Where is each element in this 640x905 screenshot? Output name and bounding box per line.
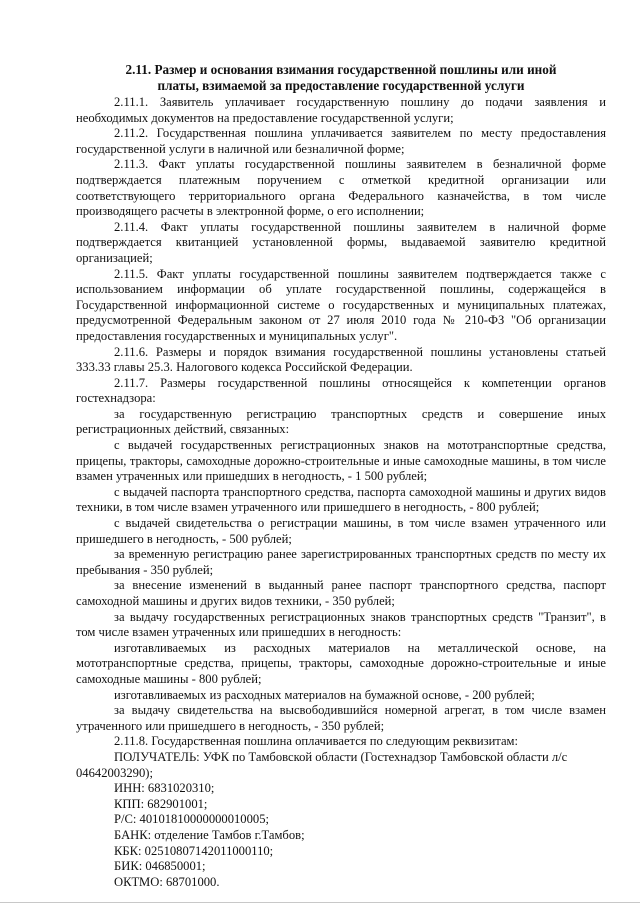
- fee-item-passport: с выдачей паспорта транспортного средства, паспорта самоходной машины и других видов техники, в том числе взамен утраченного или пришедшего в негодность, - 800 рублей;: [76, 484, 606, 515]
- paragraph-2-11-6: 2.11.6. Размеры и порядок взимания государственной пошлины установлены статьей 333.33 главы 25.3. Налогового кодекса Российской Федерации.: [76, 344, 606, 375]
- paragraph-2-11-4: 2.11.4. Факт уплаты государственной пошлины заявителем в наличной форме подтверждается квитанцией установленной формы, выдаваемой заявителю кредитной организацией;: [76, 219, 606, 265]
- requisite-recipient: ПОЛУЧАТЕЛЬ: УФК по Тамбовской области (Гостехнадзор Тамбовской области л/с 04642003290);: [76, 749, 568, 780]
- page-bottom-divider: [0, 902, 640, 903]
- paragraph-2-11-1: 2.11.1. Заявитель уплачивает государственную пошлину до подачи заявления и необходимых документов на предоставление государственной услуги;: [76, 95, 606, 125]
- fee-item-unit-certificate: за выдачу свидетельства на высвободившийся номерной агрегат, в том числе взамен утраченного или пришедшего в негодность, - 350 рублей;: [76, 703, 606, 733]
- paragraph-2-11-7: 2.11.7. Размеры государственной пошлины относящейся к компетенции органов гостехнадзора:: [76, 375, 606, 406]
- fee-item-temporary-registration: за временную регистрацию ранее зарегистрированных транспортных средств по месту их пребывания - 350 рублей;: [76, 547, 606, 577]
- paragraph-2-11-8: 2.11.8. Государственная пошлина оплачивается по следующим реквизитам:: [114, 734, 519, 749]
- requisite-account: Р/С: 40101810000000010005;: [114, 812, 269, 827]
- fee-item-transit-plates: за выдачу государственных регистрационных знаков транспортных средств "Транзит", в том числе взамен утраченных или пришедших в негодность:: [76, 609, 606, 640]
- paragraph-2-11-2: 2.11.2. Государственная пошлина уплачивается заявителем по месту предоставления государственной услуги в наличной или безналичной форме;: [76, 126, 606, 156]
- requisite-kpp: КПП: 682901001;: [114, 796, 208, 811]
- requisite-inn: ИНН: 6831020310;: [114, 781, 215, 796]
- requisite-bik: БИК: 046850001;: [114, 859, 206, 874]
- requisites-block: [76, 750, 606, 890]
- paragraph-2-11-3: 2.11.3. Факт уплаты государственной пошлины заявителем в безналичной форме подтверждается платежным поручением с отметкой кредитной организации или соответствующего территориального органа Федерального казначейства, в том числе производящего расчеты в электронной форме, о его исполнении;: [76, 157, 606, 219]
- requisite-bank: БАНК: отделение Тамбов г.Тамбов;: [114, 827, 305, 842]
- fee-item-plates: с выдачей государственных регистрационных знаков на мототранспортные средства, прицепы, тракторы, самоходные дорожно-строительные и иные самоходные машины, в том числе взамен утраченных или пришедших в негодность, - 1 500 рублей;: [76, 438, 606, 484]
- fee-item-paper-plates: изготавливаемых из расходных материалов на бумажной основе, - 200 рублей;: [114, 687, 535, 702]
- fee-item-passport-changes: за внесение изменений в выданный ранее паспорт транспортного средства, паспорт самоходной машины и других видов техники, - 350 рублей;: [76, 578, 606, 608]
- paragraph-2-11-5: 2.11.5. Факт уплаты государственной пошлины заявителем подтверждается также с использованием информации об уплате государственной пошлины, содержащейся в Государственной информационной системе о государственных и муниципальных платежах, предусмотренной Федеральным законом от 27 июля 2010 года № 210-ФЗ "Об организации предоставления государственных и муниципальных услуг".: [76, 266, 606, 343]
- section-title: [76, 62, 606, 93]
- fee-item-metal-plates: изготавливаемых из расходных материалов на металлической основе, на мототранспортные средства, прицепы, тракторы, самоходные дорожно-строительные и иные самоходные машины - 800 рублей;: [76, 640, 606, 686]
- requisite-kbk: КБК: 02510807142011000110;: [114, 843, 274, 858]
- section-title-line-1: 2.11. Размер и основания взимания государственной пошлины или иной: [125, 62, 557, 77]
- requisite-oktmo: ОКТМО: 68701000.: [114, 874, 220, 889]
- fee-item-certificate: с выдачей свидетельства о регистрации машины, в том числе взамен утраченного или пришедшего в негодность, - 500 рублей;: [76, 516, 606, 546]
- section-title-line-2: платы, взимаемой за предоставление государственной услуги: [157, 77, 525, 93]
- fee-intro: за государственную регистрацию транспортных средств и совершение иных регистрационных действий, связанных:: [76, 406, 606, 437]
